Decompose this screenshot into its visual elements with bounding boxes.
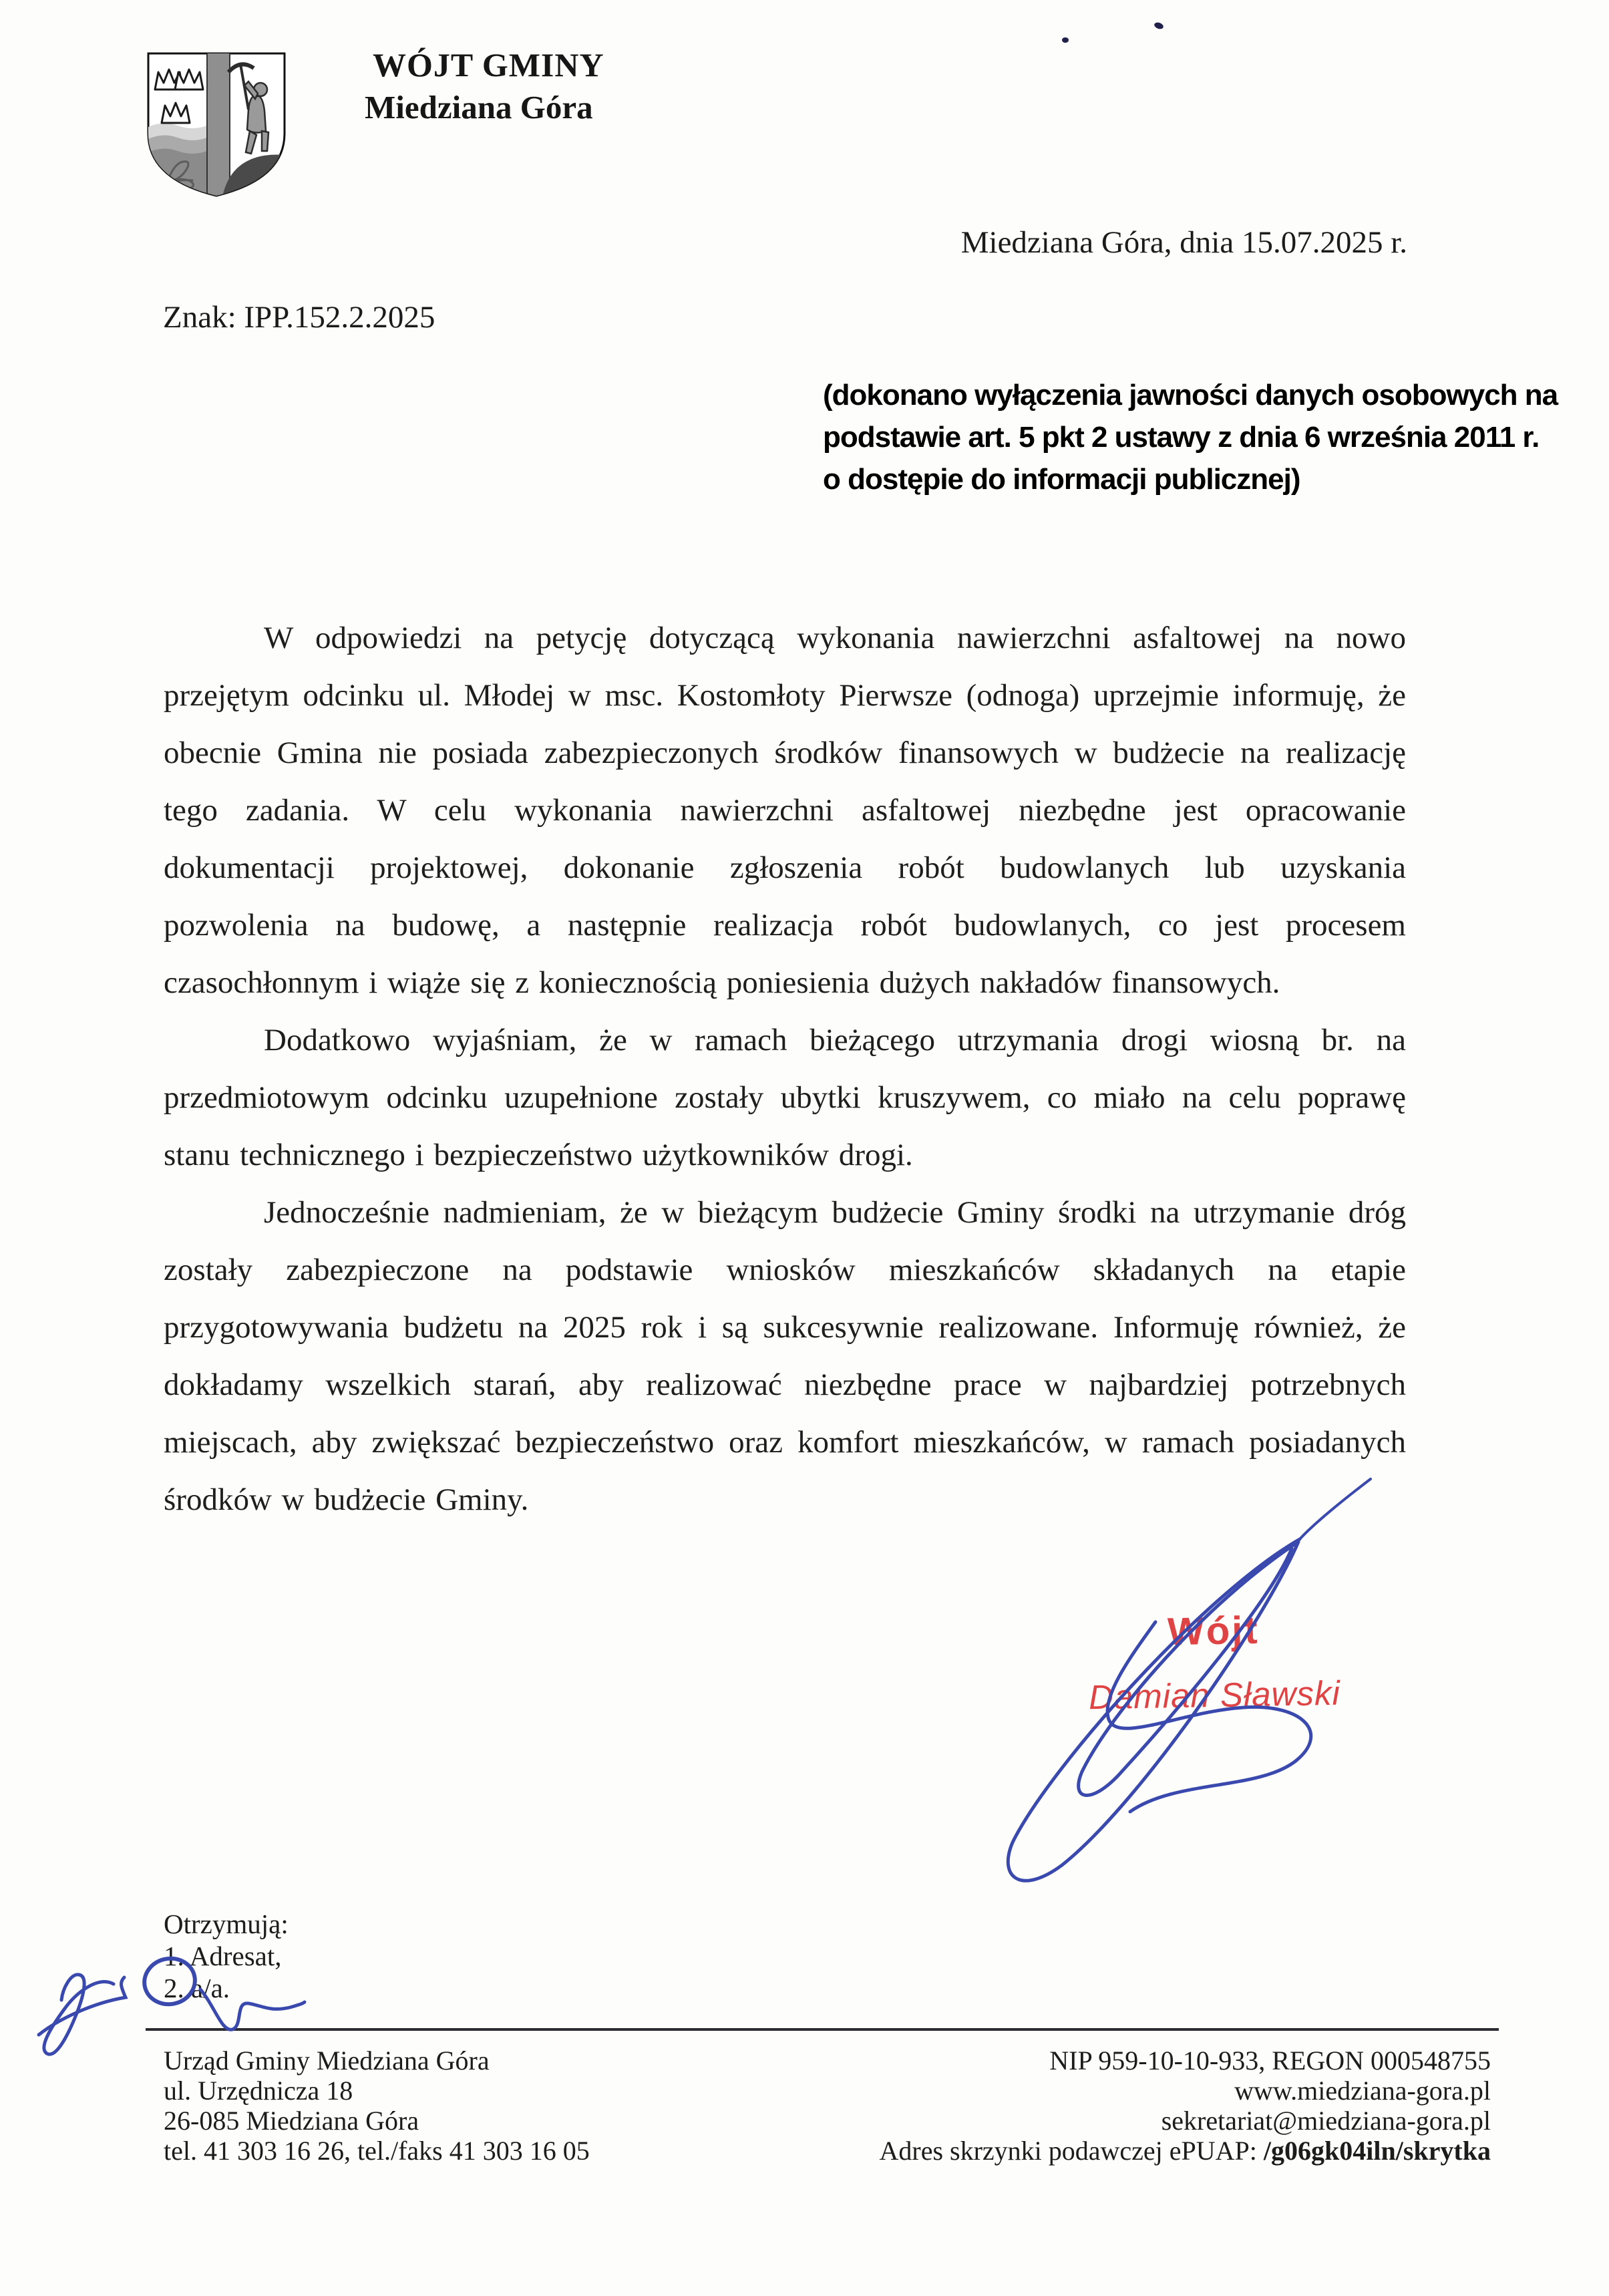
footer-line: tel. 41 303 16 26, tel./faks 41 303 16 05: [164, 2136, 590, 2166]
coat-of-arms-icon: [143, 48, 290, 200]
org-title: [365, 46, 604, 126]
letter-body: [164, 609, 1406, 1528]
footer-divider: [146, 2028, 1499, 2031]
date-line: Miedziana Góra, dnia 15.07.2025 r.: [960, 225, 1407, 260]
footer-line: Urząd Gminy Miedziana Góra: [164, 2045, 490, 2076]
signature-stroke: [1079, 1544, 1294, 1795]
footer-line: sekretariat@miedziana-gora.pl: [1161, 2106, 1491, 2136]
stamp-name: Damian Sławski: [1088, 1673, 1341, 1717]
epuap-value: /g06gk04iln/skrytka: [1263, 2136, 1491, 2166]
pen-paraph-icon: [44, 1975, 114, 2054]
footer-line: 26-085 Miedziana Góra: [164, 2106, 419, 2136]
body-line: tego zadania. W celu wykonania nawierzchni asfaltowej niezbędne jest opracowanie: [164, 793, 1406, 828]
distribution-item: 2. a/a.: [164, 1973, 230, 2003]
body-line: miejscach, aby zwiększać bezpieczeństwo oraz komfort mieszkańców, w ramach posiadanych: [164, 1425, 1406, 1460]
footer-address-block: [164, 2045, 590, 2166]
body-line: zostały zabezpieczone na podstawie wniosków mieszkańców składanych na etapie: [164, 1253, 1406, 1287]
footer-line: ul. Urzędnicza 18: [164, 2076, 353, 2106]
body-line: pozwolenia na budowę, a następnie realizacja robót budowlanych, co jest procesem: [164, 908, 1406, 943]
org-title-line2: Miedziana Góra: [365, 89, 593, 126]
distribution-list: [164, 1908, 289, 2004]
body-line: stanu technicznego i bezpieczeństwo użytkowników drogi.: [164, 1138, 913, 1172]
scan-speck: [1153, 21, 1164, 30]
body-line: W odpowiedzi na petycję dotyczącą wykonania nawierzchni asfaltowej na nowo: [264, 621, 1406, 655]
pen-paraph-icon: [39, 1977, 126, 2035]
footer-contact-block: [668, 2045, 1491, 2166]
body-line: przygotowywania budżetu na 2025 rok i są sukcesywnie realizowane. Informuję również, że: [164, 1310, 1406, 1345]
redaction-notice-line: podstawie art. 5 pkt 2 ustawy z dnia 6 września 2011 r.: [823, 421, 1540, 454]
body-line: obecnie Gmina nie posiada zabezpieczonych środków finansowych w budżecie na realizację: [164, 735, 1406, 770]
body-line: Dodatkowo wyjaśniam, że w ramach bieżącego utrzymania drogi wiosną br. na: [264, 1023, 1406, 1057]
redaction-notice-line: (dokonano wyłączenia jawności danych osobowych na: [823, 379, 1558, 412]
body-line: czasochłonnym i wiąże się z koniecznością poniesienia dużych nakładów finansowych.: [164, 965, 1280, 1000]
scan-speck: [1062, 37, 1069, 43]
body-line: dokumentacji projektowej, dokonanie zgłoszenia robót budowlanych lub uzyskania: [164, 850, 1406, 885]
body-line: Jednocześnie nadmieniam, że w bieżącym budżecie Gminy środki na utrzymanie dróg: [264, 1195, 1406, 1230]
body-line: dokładamy wszelkich starań, aby realizować niezbędne prace w najbardziej potrzebnych: [164, 1367, 1406, 1402]
epuap-label: Adres skrzynki podawczej ePUAP:: [879, 2136, 1264, 2166]
body-line: przedmiotowym odcinku uzupełnione zostały ubytki kruszywem, co miało na celu poprawę: [164, 1080, 1406, 1115]
org-title-line1: WÓJT GMINY: [373, 46, 604, 84]
body-line: przejętym odcinku ul. Młodej w msc. Kostomłoty Pierwsze (odnoga) uprzejmie informuję, że: [164, 678, 1406, 713]
distribution-heading: Otrzymują:: [164, 1909, 289, 1939]
footer-line: NIP 959-10-10-933, REGON 000548755: [1049, 2045, 1491, 2076]
stamp-title: Wójt: [1167, 1608, 1260, 1654]
redaction-notice: [823, 374, 1558, 500]
reference-number: Znak: IPP.152.2.2025: [163, 300, 435, 335]
footer-epuap-line: [668, 2136, 1491, 2166]
redaction-notice-line: o dostępie do informacji publicznej): [823, 463, 1300, 496]
body-line: środków w budżecie Gminy.: [164, 1482, 529, 1517]
footer-line: www.miedziana-gora.pl: [1234, 2076, 1491, 2106]
distribution-item: 1. Adresat,: [164, 1941, 282, 1971]
